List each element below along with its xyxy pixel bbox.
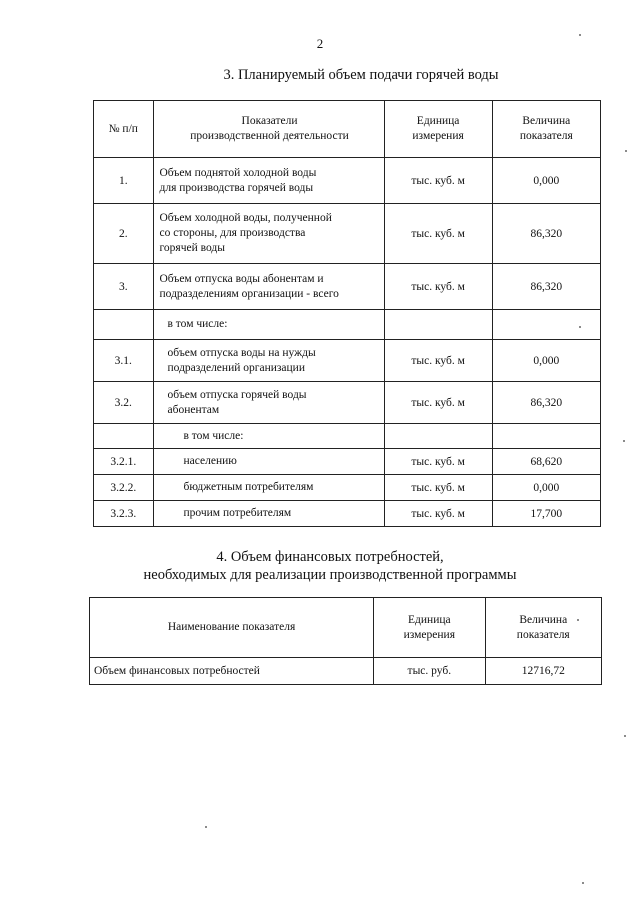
row-name-line: Объем отпуска воды абонентам и bbox=[159, 272, 324, 285]
scan-speck bbox=[205, 826, 207, 828]
row-num bbox=[94, 310, 154, 340]
row-num: 1. bbox=[94, 158, 154, 204]
row-name-line: объем отпуска горячей воды bbox=[167, 388, 307, 401]
row-name bbox=[153, 382, 384, 424]
table-row bbox=[94, 475, 601, 501]
header-value bbox=[485, 598, 601, 658]
row-value: 0,000 bbox=[492, 340, 600, 382]
row-num: 3.2. bbox=[94, 382, 154, 424]
row-unit: тыс. куб. м bbox=[384, 204, 492, 264]
row-name bbox=[153, 204, 384, 264]
row-value bbox=[492, 310, 600, 340]
header-value bbox=[492, 101, 600, 158]
row-unit: тыс. куб. м bbox=[384, 475, 492, 501]
section-4-title bbox=[0, 548, 640, 584]
header-unit bbox=[374, 598, 485, 658]
table-row bbox=[94, 449, 601, 475]
header-value-line2: показателя bbox=[519, 130, 573, 142]
table-header-row bbox=[90, 598, 602, 658]
table-row bbox=[94, 158, 601, 204]
table-row bbox=[94, 382, 601, 424]
row-name: прочим потребителям bbox=[153, 501, 384, 527]
header-value-line1: Величина bbox=[522, 115, 571, 127]
row-unit: тыс. куб. м bbox=[384, 501, 492, 527]
row-value: 86,320 bbox=[492, 382, 600, 424]
row-unit: тыс. куб. м bbox=[384, 158, 492, 204]
row-name bbox=[153, 264, 384, 310]
header-unit-line1: Единица bbox=[408, 613, 451, 626]
header-value-line2: показателя bbox=[516, 628, 570, 641]
scan-speck bbox=[577, 619, 579, 621]
row-name-line: подразделений организации bbox=[167, 361, 305, 374]
header-indicator bbox=[153, 101, 384, 158]
scan-speck bbox=[579, 34, 581, 36]
row-name bbox=[153, 158, 384, 204]
table-row bbox=[94, 501, 601, 527]
table-row bbox=[94, 424, 601, 449]
row-name-line: Объем холодной воды, полученной bbox=[159, 212, 332, 224]
header-unit-line2: измерения bbox=[412, 130, 464, 142]
header-num: № п/п bbox=[94, 101, 154, 158]
row-value: 0,000 bbox=[492, 475, 600, 501]
financial-needs-table bbox=[89, 597, 602, 685]
header-unit-line2: измерения bbox=[403, 628, 455, 641]
row-name: бюджетным потребителям bbox=[153, 475, 384, 501]
section-4-title-line2: необходимых для реализации производственной программы bbox=[143, 567, 517, 583]
table-row bbox=[94, 204, 601, 264]
row-name-line: Объем поднятой холодной воды bbox=[159, 166, 317, 179]
header-name: Наименование показателя bbox=[90, 598, 374, 658]
row-num: 3.2.3. bbox=[94, 501, 154, 527]
row-name-line: подразделениям организации - всего bbox=[159, 287, 339, 300]
header-indicator-line2: производственной деятельности bbox=[190, 130, 349, 142]
row-unit: тыс. куб. м bbox=[384, 382, 492, 424]
row-value: 17,700 bbox=[492, 501, 600, 527]
row-num: 3.2.2. bbox=[94, 475, 154, 501]
section-4-title-line1: 4. Объем финансовых потребностей, bbox=[216, 549, 444, 565]
row-name-line: объем отпуска воды на нужды bbox=[167, 346, 316, 359]
row-num: 3. bbox=[94, 264, 154, 310]
row-name-line: для производства горячей воды bbox=[159, 181, 314, 194]
row-name: населению bbox=[153, 449, 384, 475]
scan-speck bbox=[579, 326, 581, 328]
scan-speck bbox=[582, 882, 584, 884]
row-value bbox=[492, 424, 600, 449]
row-name bbox=[153, 340, 384, 382]
water-supply-table bbox=[93, 100, 601, 527]
row-unit: тыс. куб. м bbox=[384, 340, 492, 382]
row-unit bbox=[384, 424, 492, 449]
row-unit: тыс. куб. м bbox=[384, 449, 492, 475]
table-row bbox=[90, 658, 602, 685]
scan-speck bbox=[625, 150, 627, 152]
table-header-row bbox=[94, 101, 601, 158]
row-num: 3.1. bbox=[94, 340, 154, 382]
table-row bbox=[94, 340, 601, 382]
header-value-line1: Величина bbox=[519, 613, 568, 626]
row-name: в том числе: bbox=[153, 310, 384, 340]
table-row bbox=[94, 264, 601, 310]
row-unit: тыс. куб. м bbox=[384, 264, 492, 310]
scan-speck bbox=[624, 735, 626, 737]
row-name-line: горячей воды bbox=[159, 242, 225, 254]
page-number: 2 bbox=[316, 36, 324, 51]
row-value: 86,320 bbox=[492, 264, 600, 310]
section-3-title: 3. Планируемый объем подачи горячей воды bbox=[223, 67, 499, 83]
row-num: 3.2.1. bbox=[94, 449, 154, 475]
row-unit: тыс. руб. bbox=[374, 658, 485, 685]
header-indicator-line1: Показатели bbox=[241, 115, 298, 127]
row-name: Объем финансовых потребностей bbox=[90, 658, 374, 685]
row-num: 2. bbox=[94, 204, 154, 264]
row-value: 86,320 bbox=[492, 204, 600, 264]
row-unit bbox=[384, 310, 492, 340]
header-unit-line1: Единица bbox=[416, 115, 460, 127]
row-name-line: абонентам bbox=[167, 403, 220, 416]
row-value: 68,620 bbox=[492, 449, 600, 475]
row-name: в том числе: bbox=[153, 424, 384, 449]
header-unit bbox=[384, 101, 492, 158]
scan-speck bbox=[623, 440, 625, 442]
row-value: 0,000 bbox=[492, 158, 600, 204]
row-value: 12716,72 bbox=[485, 658, 601, 685]
table-row bbox=[94, 310, 601, 340]
row-name-line: со стороны, для производства bbox=[159, 227, 306, 239]
row-num bbox=[94, 424, 154, 449]
